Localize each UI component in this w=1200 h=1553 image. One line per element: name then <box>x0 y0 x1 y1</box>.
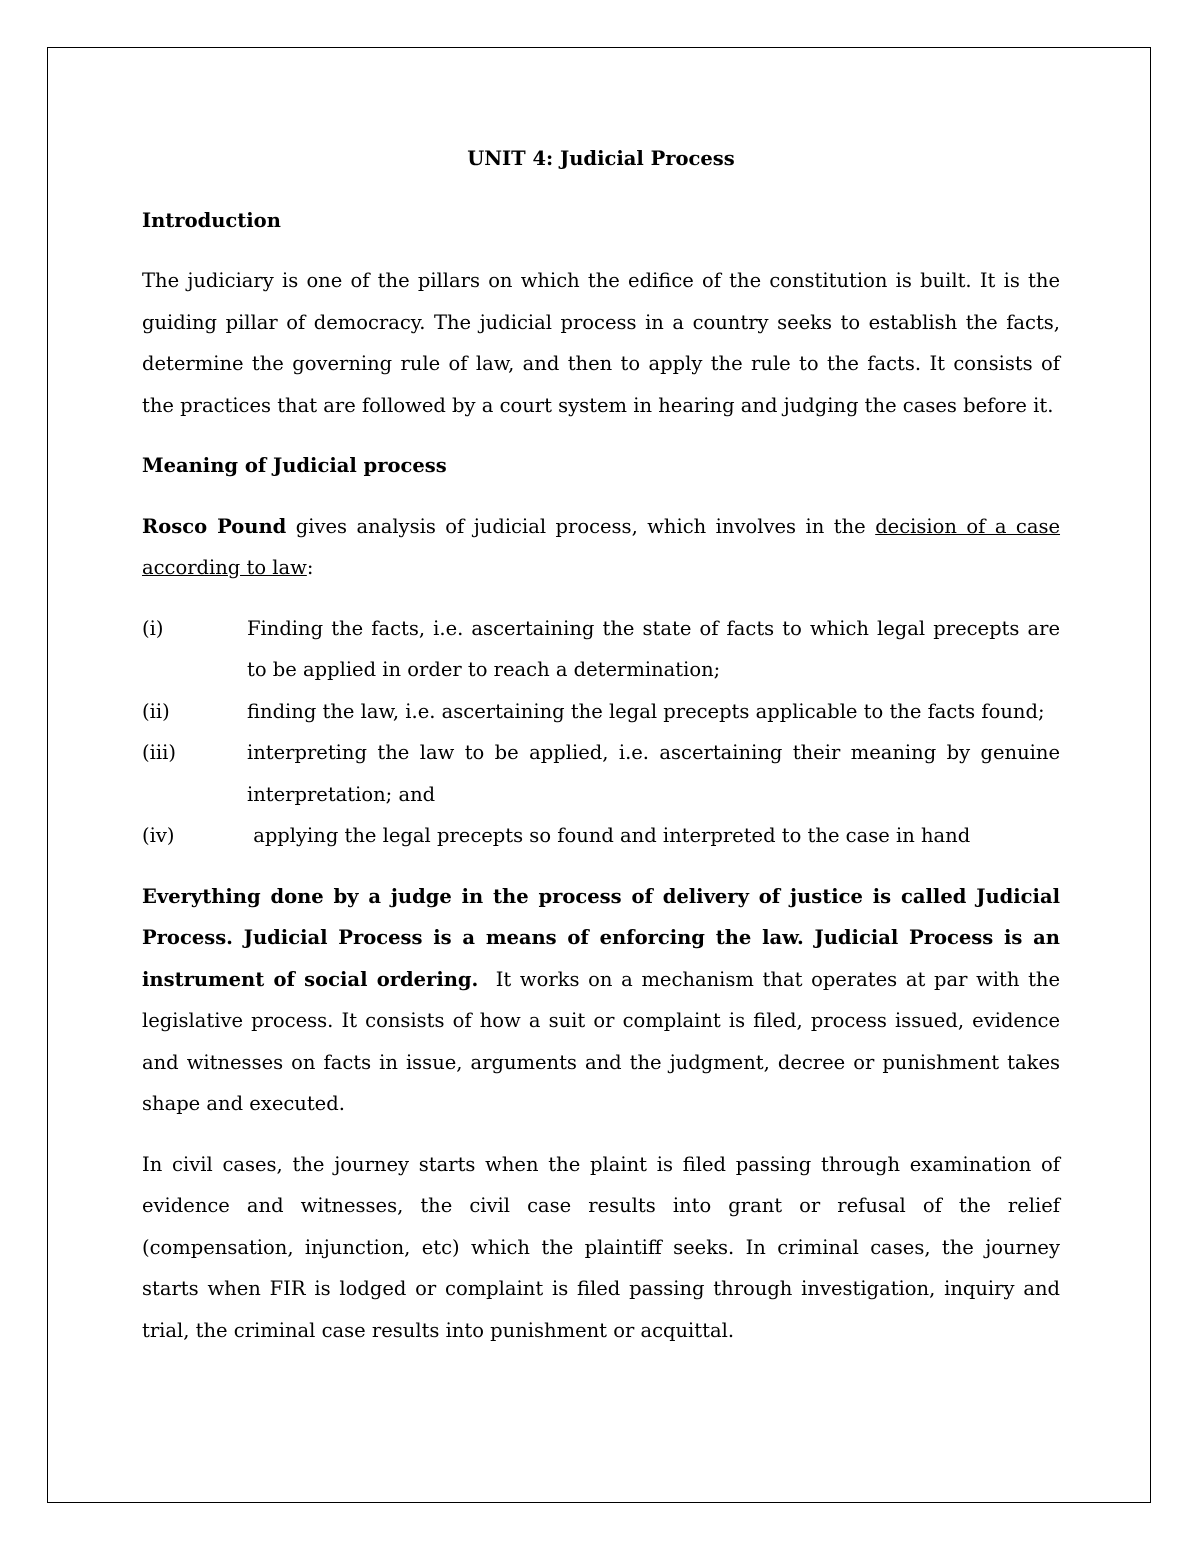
pound-name: Rosco Pound <box>142 514 287 538</box>
pound-text-before: gives analysis of judicial process, which involves in the <box>286 514 876 538</box>
list-item-text: Finding the facts, i.e. ascertaining the state of facts to which legal precepts are to be applied in order to reach a determination; <box>247 616 1060 681</box>
list-item-text: interpreting the law to be applied, i.e. ascertaining their meaning by genuine interpretation; and <box>247 741 1060 806</box>
list-item-text: applying the legal precepts so found and interpreted to the case in hand <box>247 824 971 847</box>
list-item <box>142 732 1060 815</box>
document-body <box>142 138 1067 1370</box>
pound-underlined-phrase: decision of a case according to law <box>142 514 1061 579</box>
judicial-process-bold-text: Everything done by a judge in the process of delivery of justice is called Judicial Process. Judicial Process is a means of enforcing the law. Judicial Process is an instrument of social ordering. <box>142 884 1060 991</box>
list-item-marker: (i) <box>142 616 164 640</box>
list-item-marker: (iii) <box>142 741 176 764</box>
pound-paragraph <box>142 506 1060 589</box>
document-title: UNIT 4: Judicial Process <box>467 147 735 170</box>
list-item <box>142 691 1060 733</box>
pound-text-after: : <box>306 556 314 579</box>
judicial-process-steps-list <box>142 608 1060 857</box>
list-item-marker: (ii) <box>142 699 170 723</box>
list-item-text: finding the law, i.e. ascertaining the legal precepts applicable to the facts found; <box>247 699 1045 723</box>
introduction-heading: Introduction <box>142 208 281 232</box>
judicial-process-paragraph <box>142 876 1067 1125</box>
list-item <box>142 815 1060 857</box>
judicial-process-regular-text: It works on a mechanism that operates at par with the legislative process. It consists of how a suit or complaint is filed, process issued, evidence and witnesses on facts in issue, arguments and the judgment, decree or punishment takes shape and executed. <box>142 967 1067 1115</box>
meaning-heading: Meaning of Judicial process <box>142 454 447 477</box>
list-item <box>142 608 1060 691</box>
list-item-marker: (iv) <box>142 824 175 847</box>
cases-paragraph: In civil cases, the journey starts when the plaint is filed passing through examination of evidence and witnesses, the civil case results into grant or refusal of the relief (compensation, injunction, etc) which the plaintiff seeks. In criminal cases, the journey starts when FIR is lodged or complaint is filed passing through investigation, inquiry and trial, the criminal case results into punishment or acquittal. <box>142 1152 1060 1342</box>
introduction-paragraph: The judiciary is one of the pillars on which the edifice of the constitution is built. It is the guiding pillar of democracy. The judicial process in a country seeks to establish the facts, determine the governing rule of law, and then to apply the rule to the facts. It consists of the practices that are followed by a court system in hearing and judging the cases before it. <box>142 269 1060 417</box>
